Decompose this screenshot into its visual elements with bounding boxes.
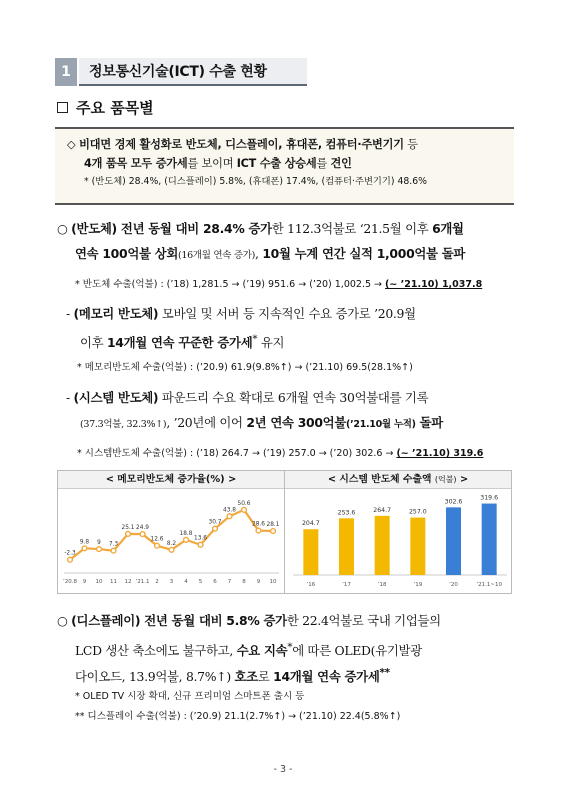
x-tick-label: ’21.1~10 bbox=[476, 582, 502, 588]
data-label: 13.6 bbox=[194, 535, 207, 542]
page-number: - 3 - bbox=[273, 764, 293, 775]
bar bbox=[339, 518, 354, 575]
x-tick-label: 4 bbox=[184, 579, 188, 585]
memory-growth-chart bbox=[58, 471, 284, 593]
x-tick-label: 11 bbox=[110, 579, 117, 585]
x-tick-label: 6 bbox=[213, 579, 217, 585]
system-line-1: - (시스템 반도체) 파운드리 수요 확대로 6개월 연속 30억불대를 기록 bbox=[66, 390, 429, 405]
data-label: 8.2 bbox=[166, 540, 177, 547]
x-tick-label: 8 bbox=[242, 579, 246, 585]
section-number: 1 bbox=[55, 58, 77, 86]
data-label: 9.8 bbox=[79, 539, 90, 546]
data-label: 43.8 bbox=[223, 507, 236, 514]
bar bbox=[375, 516, 390, 575]
data-label: 7.3 bbox=[108, 541, 119, 548]
x-tick-label: 10 bbox=[269, 579, 277, 585]
data-point bbox=[184, 537, 189, 542]
data-label: 12.6 bbox=[150, 536, 164, 543]
x-tick-label: 9 bbox=[82, 579, 87, 585]
data-label: 25.1 bbox=[121, 524, 135, 531]
bar-value-label: 319.6 bbox=[480, 494, 499, 502]
bar-value-label: 257.0 bbox=[408, 508, 427, 516]
bar-value-label: 264.7 bbox=[373, 506, 392, 514]
data-point bbox=[126, 532, 131, 537]
data-label: 28.1 bbox=[266, 522, 280, 529]
bar bbox=[446, 507, 461, 575]
summary-line-1: ◇ 비대면 경제 활성화로 반도체, 디스플레이, 휴대폰, 컴퓨터·주변기기 등 bbox=[67, 138, 418, 151]
semi-line-1: ○ (반도체) 전년 동월 대비 28.4% 증가한 112.3억불로 ‘21.5월 이후 6개월 bbox=[57, 221, 464, 236]
x-tick-label: ’16 bbox=[306, 582, 316, 588]
checkbox-square-icon bbox=[57, 102, 68, 113]
data-point bbox=[213, 526, 218, 531]
memory-note: * 메모리반도체 수출(억불) : (’20.9) 61.9(9.8%↑) → (’21.10) 69.5(28.1%↑) bbox=[77, 362, 413, 373]
data-point bbox=[242, 507, 247, 512]
system-chart-title: < 시스템 반도체 수출액 (억불) > bbox=[285, 471, 511, 489]
data-point bbox=[155, 543, 160, 548]
data-label: 9 bbox=[97, 540, 101, 547]
semi-note: * 반도체 수출(억불) : (’18) 1,281.5 → (’19) 951.6 → (’20) 1,002.5 → (~ ’21.10) 1,037.8 bbox=[75, 279, 483, 290]
summary-box bbox=[55, 127, 514, 205]
x-tick-label: 2 bbox=[155, 579, 159, 585]
data-label: 18.8 bbox=[179, 530, 193, 537]
data-point bbox=[227, 514, 232, 519]
display-note-2: ** 디스플레이 수출(억불) : (’20.9) 21.1(2.7%↑) → (’21.10) 22.4(5.8%↑) bbox=[75, 711, 401, 722]
data-point bbox=[140, 532, 145, 537]
x-tick-label: 7 bbox=[227, 579, 232, 585]
memory-line-chart-svg bbox=[58, 489, 285, 594]
x-tick-label: 3 bbox=[169, 579, 174, 585]
bar bbox=[303, 529, 318, 575]
x-tick-label: ’20 bbox=[449, 582, 458, 588]
summary-note: * (반도체) 28.4%, (디스플레이) 5.8%, (휴대폰) 17.4%, (컴퓨터·주변기기) 48.6% bbox=[84, 176, 428, 187]
system-note: * 시스템반도체 수출(억불) : (’18) 264.7 → (’19) 257.0 → (’20) 302.6 → (~ ’21.10) 319.6 bbox=[77, 448, 484, 459]
circle-bullet-icon: ○ bbox=[57, 221, 68, 236]
x-tick-label: ’21.1 bbox=[135, 579, 150, 585]
x-tick-label: ’17 bbox=[342, 582, 351, 588]
data-point bbox=[68, 557, 73, 562]
summary-line-2: 4개 품목 모두 증가세를 보이며 ICT 수출 상승세를 견인 bbox=[84, 157, 352, 170]
data-label: 24.9 bbox=[136, 525, 149, 532]
sub-heading-text: 주요 품목별 bbox=[76, 99, 154, 117]
data-label: 50.6 bbox=[237, 500, 251, 507]
charts-panel bbox=[57, 470, 512, 594]
data-point bbox=[271, 529, 276, 534]
bar-value-label: 302.6 bbox=[444, 498, 463, 506]
x-tick-label: ’20.8 bbox=[63, 579, 77, 585]
bar-value-label: 204.7 bbox=[301, 520, 320, 528]
x-tick-label: 5 bbox=[198, 579, 203, 585]
data-label: 28.6 bbox=[252, 521, 265, 528]
circle-bullet-icon: ○ bbox=[57, 613, 68, 628]
data-point bbox=[97, 547, 102, 552]
bar bbox=[410, 518, 425, 575]
semi-line-2: 연속 100억불 상회(16개월 연속 증가), 10월 누계 연간 실적 1,000억불 돌파 bbox=[75, 246, 466, 261]
display-line-1: ○ (디스플레이) 전년 동월 대비 5.8% 증가한 22.4억불로 국내 기업들의 bbox=[57, 613, 441, 628]
section-title: 정보통신기술(ICT) 수출 현황 bbox=[79, 58, 307, 86]
memory-line-2: 이후 14개월 연속 꾸준한 증가세* 유지 bbox=[80, 333, 285, 351]
data-label: 30.7 bbox=[208, 519, 222, 526]
memory-chart-title: < 메모리반도체 증가율(%) > bbox=[58, 471, 284, 489]
sub-heading bbox=[57, 97, 154, 118]
display-note-1: * OLED TV 시장 확대, 신규 프리미엄 스마트폰 출시 등 bbox=[75, 691, 305, 702]
memory-line-1: - (메모리 반도체) 모바일 및 서버 등 지속적인 수요 증가로 ’20.9월 bbox=[66, 306, 416, 321]
section-heading bbox=[55, 58, 307, 86]
x-tick-label: ’19 bbox=[413, 582, 423, 588]
display-line-3: 다이오드, 13.9억불, 8.7%↑) 호조로 14개월 연속 증가세** bbox=[75, 667, 390, 685]
system-bar-chart-svg bbox=[285, 489, 512, 594]
data-point bbox=[198, 542, 203, 547]
data-label: -2.3 bbox=[64, 550, 76, 557]
data-point bbox=[82, 546, 87, 551]
data-point bbox=[256, 528, 261, 533]
system-export-chart bbox=[284, 471, 511, 593]
data-point bbox=[169, 547, 174, 552]
x-tick-label: ’18 bbox=[377, 582, 387, 588]
bar-value-label: 253.6 bbox=[337, 509, 356, 517]
data-point bbox=[111, 548, 116, 553]
system-line-2: (37.3억불, 32.3%↑), ’20년에 이어 2년 연속 300억불(’21.10월 누적) 돌파 bbox=[80, 415, 443, 430]
x-tick-label: 10 bbox=[95, 579, 103, 585]
bar bbox=[482, 504, 497, 575]
diamond-bullet-icon: ◇ bbox=[67, 138, 76, 151]
x-tick-label: 12 bbox=[124, 579, 132, 585]
x-tick-label: 9 bbox=[256, 579, 261, 585]
display-line-2: LCD 생산 축소에도 불구하고, 수요 지속*에 따른 OLED(유기발광 bbox=[75, 641, 422, 659]
